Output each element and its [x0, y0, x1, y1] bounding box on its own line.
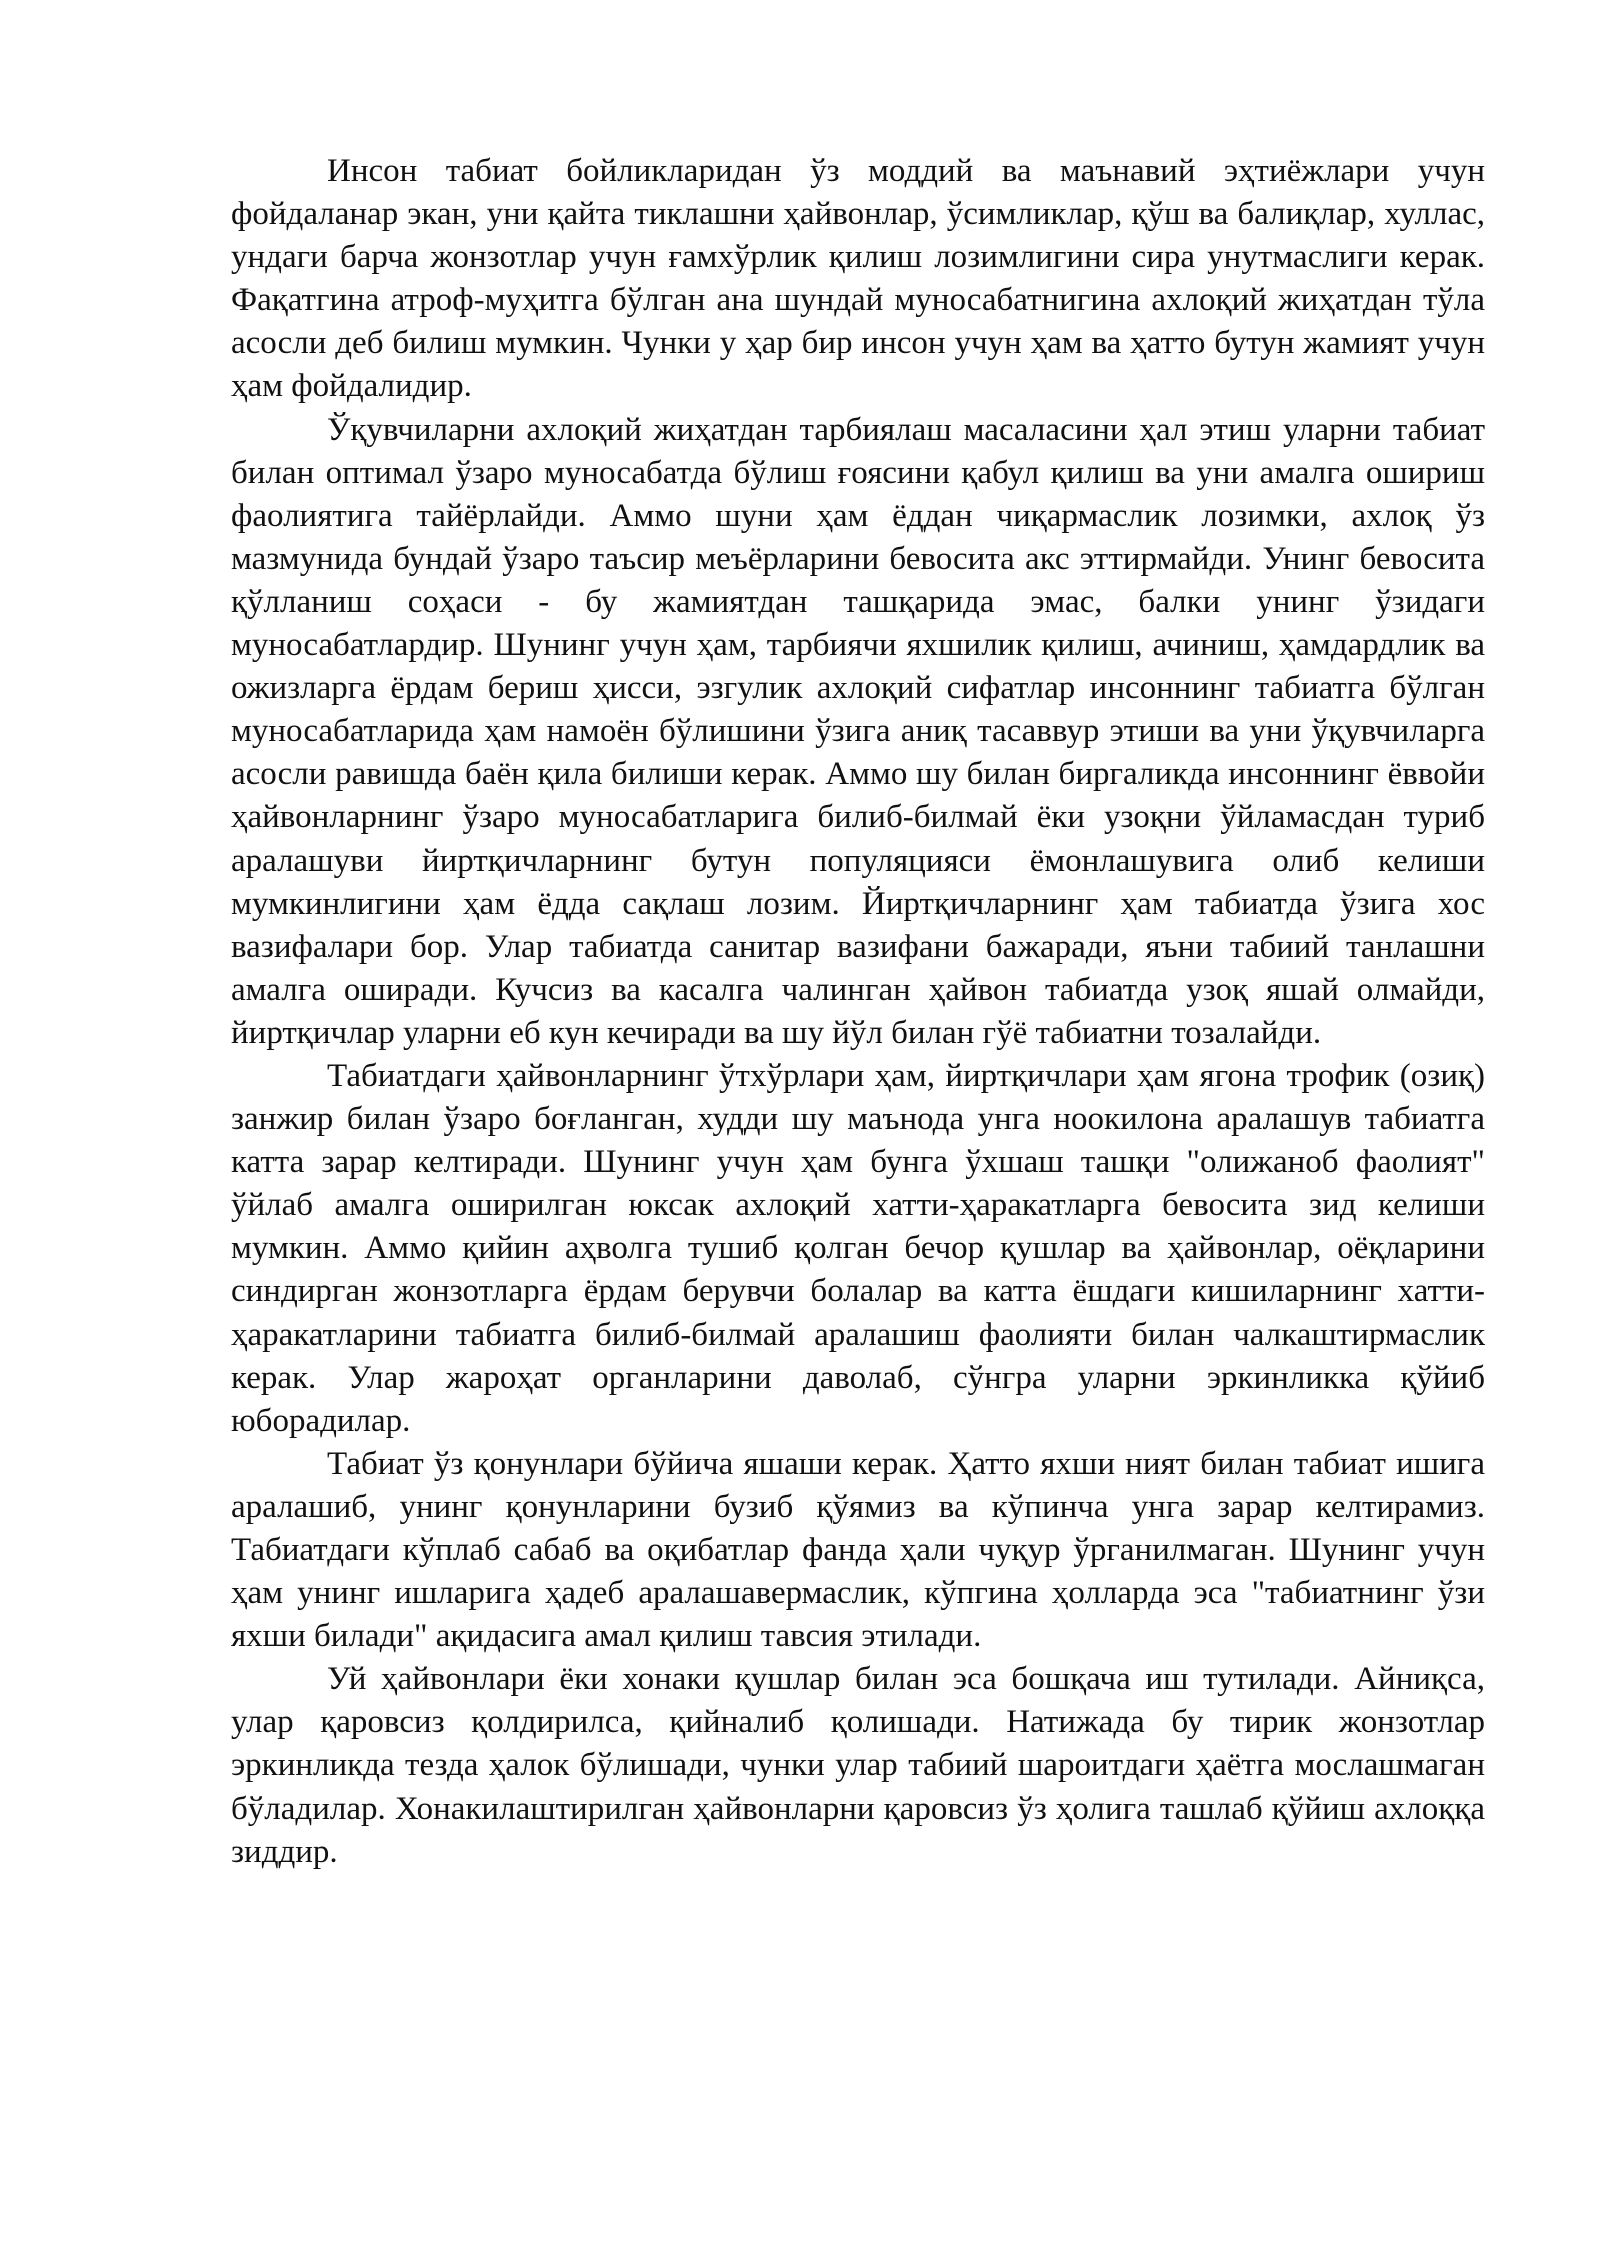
paragraph-4: Табиат ўз қонунлари бўйича яшаши керак. Ҳатто яхши ният билан табиат ишига аралашиб, унинг қонунларини бузиб қўямиз ва кўпинча унга зарар келтирамиз. Табиатдаги кўплаб сабаб ва оқибатлар фанда ҳали чуқур ўрганилмаган. Шунинг учун ҳам унинг ишларига ҳадеб аралашавермаслик, кўпгина ҳолларда эса "табиатнинг ўзи яхши билади" ақидасига амал қилиш тавсия этилади.	[231, 1445, 1485, 1655]
paragraph-1: Инсон табиат бойликларидан ўз моддий ва маънавий эҳтиёжлари учун фойдаланар экан, уни қайта тиклашни ҳайвонлар, ўсимликлар, қўш ва балиқлар, хуллас, ундаги барча жонзотлар учун ғамхўрлик қилиш лозимлигини сира унутмаслиги керак. Фақатгина атроф-муҳитга бўлган ана шундай муносабатнигина ахлоқий жиҳатдан тўла асосли деб билиш мумкин. Чунки у ҳар бир инсон учун ҳам ва ҳатто бутун жамият учун ҳам фойдалидир.	[231, 153, 1485, 405]
paragraph-2: Ўқувчиларни ахлоқий жиҳатдан тарбиялаш масаласини ҳал этиш уларни табиат билан оптимал ўзаро муносабатда бўлиш ғоясини қабул қилиш ва уни амалга ошириш фаолиятига тайёрлайди. Аммо шуни ҳам ёддан чиқармаслик лозимки, ахлоқ ўз мазмунида бундай ўзаро таъсир меъёрларини бевосита акс эттирмайди. Унинг бевосита қўлланиш соҳаси - бу жамиятдан ташқарида эмас, балки унинг ўзидаги муносабатлардир. Шунинг учун ҳам, тарбиячи яхшилик қилиш, ачиниш, ҳамдардлик ва ожизларга ёрдам бериш ҳисси, эзгулик ахлоқий сифатлар инсоннинг табиатга бўлган муносабатларида ҳам намоён бўлишини ўзига аниқ тасаввур этиши ва уни ўқувчиларга асосли равишда баён қила билиши керак. Аммо шу билан биргаликда инсоннинг ёввойи ҳайвонларнинг ўзаро муносабатларига билиб-билмай ёки узоқни ўйламасдан туриб аралашуви йиртқичларнинг бутун популяцияси ёмонлашувига олиб келиши мумкинлигини ҳам ёдда сақлаш лозим. Йиртқичларнинг ҳам табиатда ўзига хос вазифалари бор. Улар табиатда санитар вазифани бажаради, яъни табиий танлашни амалга оширади. Кучсиз ва касалга чалинган ҳайвон табиатда узоқ яшай олмайди, йиртқичлар уларни еб кун кечиради ва шу йўл билан гўё табиатни тозалайди.	[231, 411, 1485, 1051]
paragraph-3: Табиатдаги ҳайвонларнинг ўтхўрлари ҳам, йиртқичлари ҳам ягона трофик (озиқ) занжир билан ўзаро боғланган, худди шу маънода унга ноокилона аралашув табиатга катта зарар келтиради. Шунинг учун ҳам бунга ўхшаш ташқи "олижаноб фаолият" ўйлаб амалга оширилган юксак ахлоқий хатти-ҳаракатларга бевосита зид келиши мумкин. Аммо қийин аҳволга тушиб қолган бечор қушлар ва ҳайвонлар, оёқларини синдирган жонзотларга ёрдам берувчи болалар ва катта ёшдаги кишиларнинг хатти-ҳаракатларини табиатга билиб-билмай аралашиш фаолияти билан чалкаштирмаслик керак. Улар жароҳат органларини даволаб, сўнгра уларни эркинликка қўйиб юборадилар.	[231, 1057, 1485, 1439]
paragraph-5: Уй ҳайвонлари ёки хонаки қушлар билан эса бошқача иш тутилади. Айниқса, улар қаровсиз қолдирилса, қийналиб қолишади. Натижада бу тирик жонзотлар эркинликда тезда ҳалок бўлишади, чунки улар табиий шароитдаги ҳаётга мослашмаган бўладилар. Хонакилаштирилган ҳайвонларни қаровсиз ўз ҳолига ташлаб қўйиш ахлоққа зиддир.	[231, 1661, 1485, 1870]
document-page	[231, 150, 1485, 1874]
